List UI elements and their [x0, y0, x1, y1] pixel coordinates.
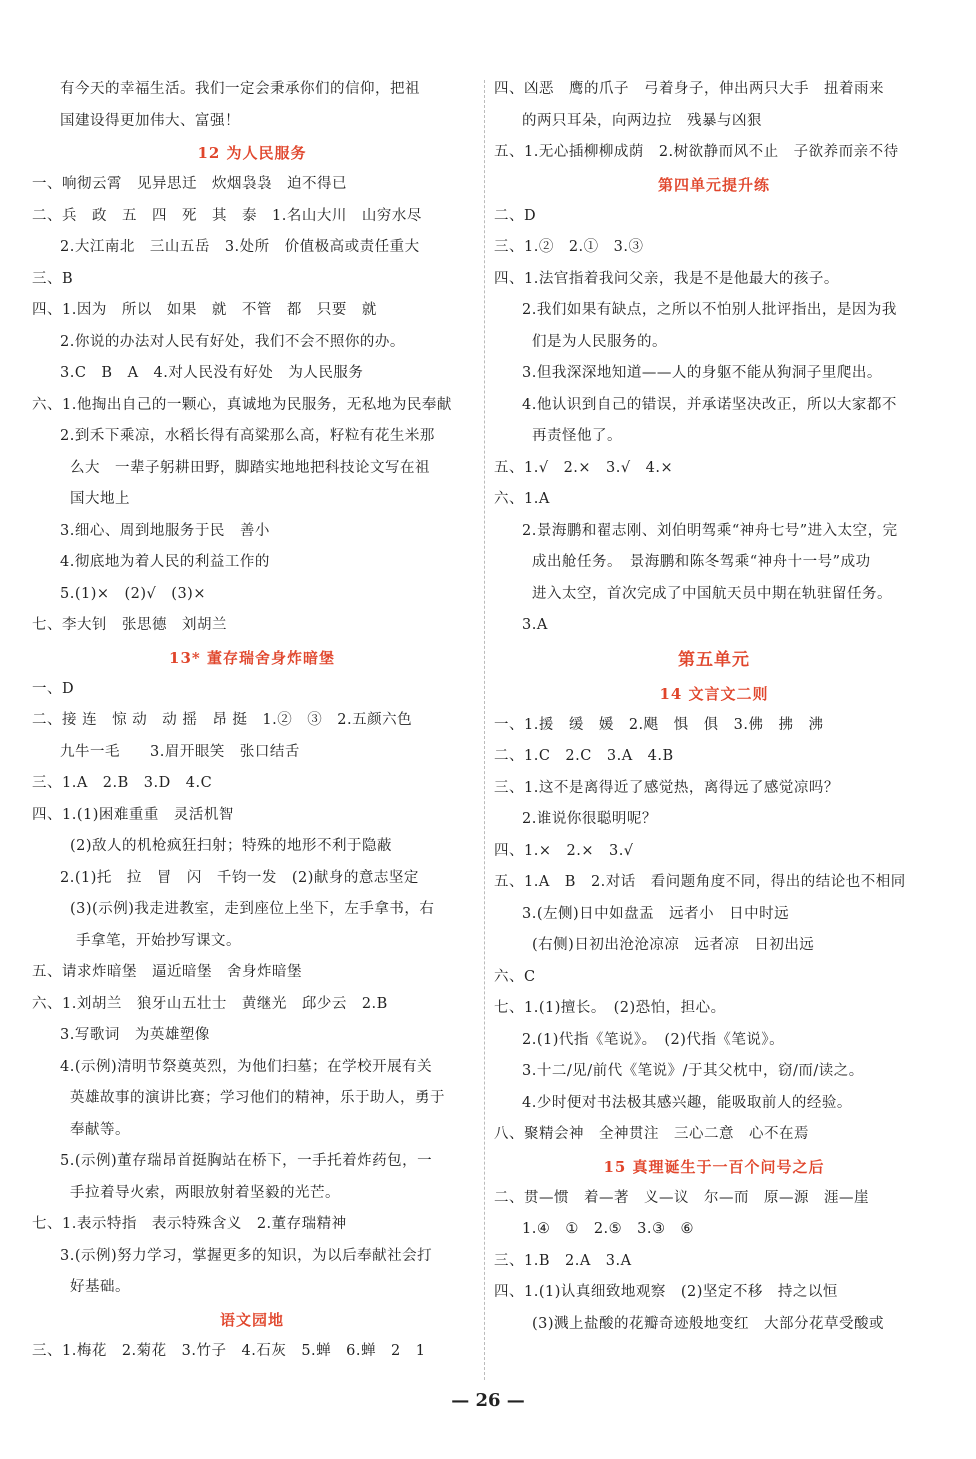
answer-line: 二、D: [494, 207, 537, 224]
section-heading: 第四单元提升练: [657, 175, 770, 194]
answer-line: 3.(左侧)日中如盘盂 远者小 日中时远: [522, 905, 790, 922]
answer-line: 五、1.无心插柳柳成荫 2.树欲静而风不止 子欲养而亲不待: [494, 144, 899, 160]
answer-line: 3.A: [522, 617, 548, 633]
page-number: — 26 —: [451, 1390, 525, 1411]
answer-line: 一、1.援 缓 媛 2.飓 惧 俱 3.佛 拂 沸: [494, 716, 824, 733]
section-heading: 12 为人民服务: [197, 144, 307, 162]
answer-line: 2.大江南北 三山五岳 3.处所 价值极高或责任重大: [60, 239, 420, 255]
answer-line: 2.(1)托 拉 冒 闪 千钧一发 (2)献身的意志坚定: [60, 869, 419, 886]
answer-line: 4.少时便对书法极其感兴趣，能吸取前人的经验。: [522, 1094, 852, 1111]
answer-line: 四、凶恶 鹰的爪子 弓着身子，伸出两只大手 扭着雨来: [494, 81, 884, 97]
answer-line: 二、1.C 2.C 3.A 4.B: [494, 748, 674, 764]
answer-line: 再责怪他了。: [532, 428, 622, 444]
answer-line: 四、1.因为 所以 如果 就 不管 都 只要 就: [32, 302, 377, 318]
section-heading: 14 文言文二则: [659, 684, 769, 703]
answer-line: 3.C B A 4.对人民没有好处 为人民服务: [60, 365, 364, 381]
answer-line: 五、1.A B 2.对话 看问题角度不同，得出的结论也不相同: [494, 874, 906, 890]
unit-heading: 第五单元: [678, 649, 750, 670]
section-heading: 13* 董存瑞舍身炸暗堡: [169, 648, 335, 667]
answer-line: 七、1.(1)擅长。 (2)恐怕，担心。: [494, 1000, 726, 1016]
answer-line: 进入太空，首次完成了中国航天员中期在轨驻留任务。: [532, 585, 892, 602]
answer-line: 国大地上: [70, 491, 130, 507]
answer-line: 国建设得更加伟大、富强！: [60, 112, 240, 129]
answer-line: 九牛一毛 3.眉开眼笑 张口结舌: [60, 743, 300, 760]
answer-line: (2)敌人的机枪疯狂扫射；特殊的地形不利于隐蔽: [70, 838, 393, 854]
answer-line: 好基础。: [70, 1279, 130, 1295]
answer-line: 六、1.刘胡兰 狼牙山五壮士 黄继光 邱少云 2.B: [32, 995, 388, 1012]
answer-line: 有今天的幸福生活。我们一定会秉承你们的信仰，把祖: [60, 81, 420, 97]
left-column: [32, 74, 472, 1367]
answer-line: 手拉着导火索，两眼放射着坚毅的光芒。: [70, 1184, 340, 1201]
answer-line: 奉献等。: [70, 1121, 130, 1138]
answer-line: 四、1.(1)困难重重 灵活机智: [32, 806, 234, 823]
answer-line: 3.(示例)努力学习，掌握更多的知识，为以后奉献社会打: [60, 1247, 433, 1264]
answer-line: 英雄故事的演讲比赛；学习他们的精神，乐于助人，勇于: [70, 1090, 445, 1106]
column-divider: [484, 80, 485, 1380]
answer-line: 们是为人民服务的。: [532, 333, 667, 350]
answer-line: 二、接 连 惊 动 动 摇 昂 挺 1.② ③ 2.五颜六色: [32, 712, 413, 728]
answer-line: 3.细心、周到地服务于民 善小: [60, 522, 270, 539]
answer-line: 2.到禾下乘凉，水稻长得有高粱那么高，籽粒有花生米那: [60, 428, 435, 444]
answer-line: 四、1.法官指着我问父亲，我是不是他最大的孩子。: [494, 270, 839, 287]
answer-line: 二、兵 政 五 四 死 其 泰 1.名山大川 山穷水尽: [32, 207, 422, 224]
answer-line: 2.我们如果有缺点，之所以不怕别人批评指出，是因为我: [522, 302, 897, 318]
answer-line: 六、1.A: [494, 491, 550, 507]
answer-line: 2.(1)代指《笔说》。 (2)代指《笔说》。: [522, 1031, 785, 1048]
answer-line: 一、D: [32, 680, 75, 697]
section-heading: 15 真理诞生于一百个问号之后: [603, 1157, 825, 1176]
answer-line: 五、请求炸暗堡 逼近暗堡 舍身炸暗堡: [32, 964, 302, 980]
answer-line: 2.谁说你很聪明呢？: [522, 811, 657, 827]
answer-line: 四、1.(1)认真细致地观察 (2)坚定不移 持之以恒: [494, 1284, 838, 1300]
answer-line: 三、1.A 2.B 3.D 4.C: [32, 775, 213, 791]
answer-line: 成出舱任务。 景海鹏和陈冬驾乘“神舟十一号”成功: [532, 554, 871, 570]
answer-line: 5.(示例)董存瑞昂首挺胸站在桥下，一手托着炸药包，一: [60, 1153, 433, 1169]
answer-line: 七、1.表示特指 表示特殊含义 2.董存瑞精神: [32, 1216, 347, 1232]
answer-line: 三、1.这不是离得近了感觉热，离得远了感觉凉吗？: [494, 779, 839, 796]
answer-line: 4.彻底地为着人民的利益工作的: [60, 554, 270, 570]
answer-line: 七、李大钊 张思德 刘胡兰: [32, 617, 227, 633]
answer-line: 三、1.B 2.A 3.A: [494, 1252, 632, 1269]
answer-line: 5.(1)× (2)√ (3)×: [60, 585, 206, 602]
answer-line: 一、响彻云霄 见异思迁 炊烟袅袅 迫不得已: [32, 176, 347, 192]
answer-line: 3.写歌词 为英雄塑像: [60, 1027, 210, 1043]
answer-line: 三、B: [32, 270, 74, 287]
answer-line: 六、C: [494, 968, 536, 985]
answer-line: 2.景海鹏和翟志刚、刘伯明驾乘“神舟七号”进入太空，完: [522, 522, 898, 539]
answer-line: 手拿笔，开始抄写课文。: [76, 932, 241, 949]
answer-line: 4.(示例)清明节祭奠英烈，为他们扫墓；在学校开展有关: [60, 1058, 433, 1075]
answer-line: 3.但我深深地知道——人的身躯不能从狗洞子里爬出。: [522, 365, 882, 381]
answer-line: 1.④ ① 2.⑤ 3.③ ⑥: [522, 1221, 694, 1237]
answer-line: 二、贯—惯 着—著 义—议 尔—而 原—源 涯—崖: [494, 1189, 869, 1206]
right-column: [494, 74, 934, 1340]
answer-line: (3)(示例)我走进教室，走到座位上坐下，左手拿书，右: [70, 901, 435, 917]
answer-line: 三、1.② 2.① 3.③: [494, 239, 644, 255]
answer-line: (3)溅上盐酸的花瓣奇迹般地变红 大部分花草受酸或: [532, 1315, 885, 1332]
answer-line: 3.十二/见/前代《笔说》/于其父枕中，窃/而/读之。: [522, 1063, 864, 1079]
section-heading: 语文园地: [219, 1310, 284, 1329]
answer-line: 六、1.他掏出自己的一颗心，真诚地为民服务，无私地为民奉献: [32, 396, 452, 413]
answer-line: (右侧)日初出沧沧凉凉 远者凉 日初出远: [532, 937, 815, 953]
answer-line: 八、聚精会神 全神贯注 三心二意 心不在焉: [494, 1126, 809, 1142]
answer-line: 4.他认识到自己的错误，并承诺坚决改正，所以大家都不: [522, 396, 897, 413]
answer-line: 2.你说的办法对人民有好处，我们不会不照你的办。: [60, 333, 405, 350]
answer-line: 四、1.× 2.× 3.√: [494, 842, 634, 859]
answer-line: 五、1.√ 2.× 3.√ 4.×: [494, 459, 674, 476]
answer-line: 三、1.梅花 2.菊花 3.竹子 4.石灰 5.蝉 6.蝉 2 1: [32, 1342, 426, 1359]
answer-line: 么大 一辈子躬耕田野，脚踏实地地把科技论文写在祖: [70, 459, 430, 476]
answer-line: 的两只耳朵，向两边拉 残暴与凶狠: [522, 112, 762, 129]
